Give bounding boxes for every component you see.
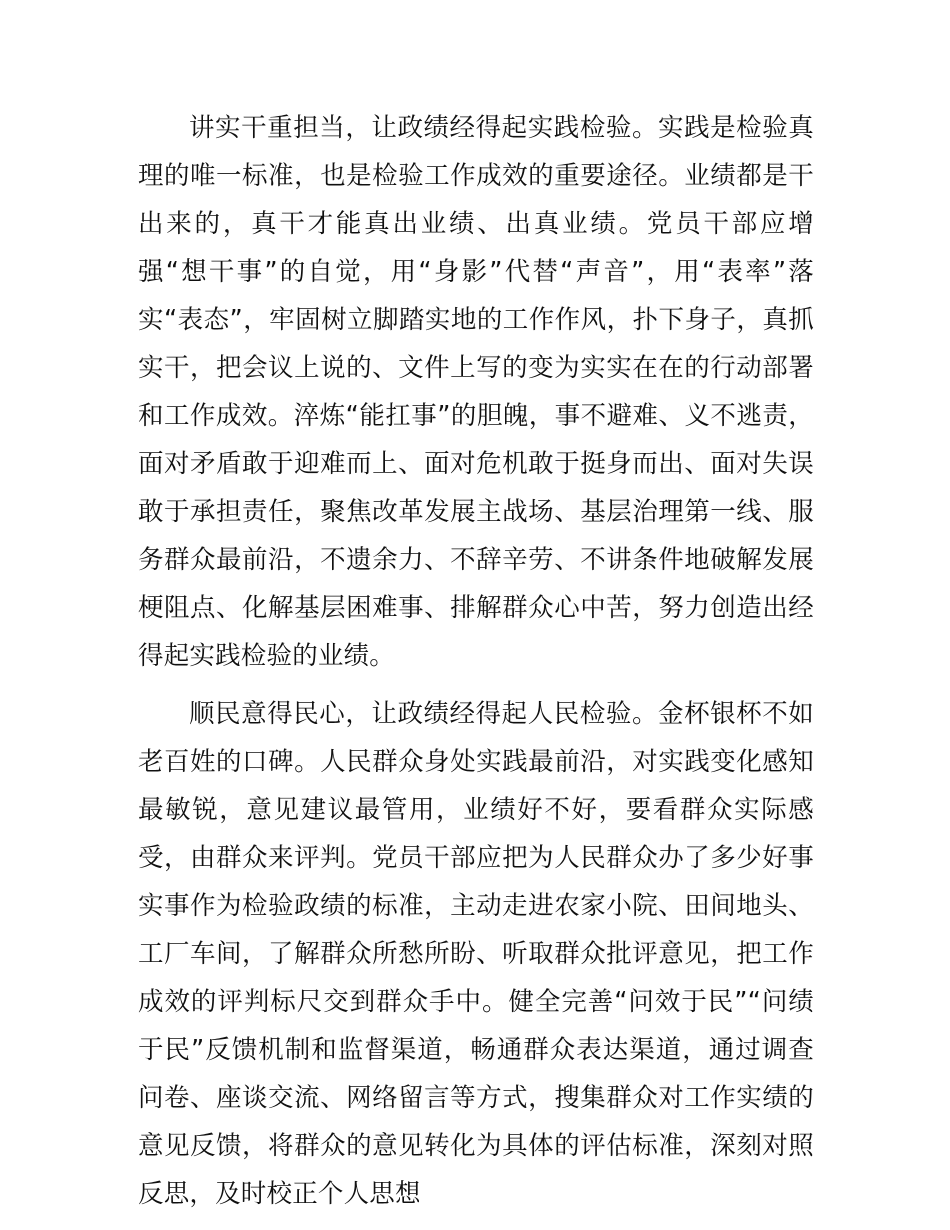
paragraph-1: 讲实干重担当，让政绩经得起实践检验。实践是检验真理的唯一标准，也是检验工作成效的重要途径。业绩都是干出来的，真干才能真出业绩、出真业绩。党员干部应增强“想干事”的自觉，用“身影”代替“声音”，用“表率”落实“表态”，牢固树立脚踏实地的工作作风，扑下身子，真抓实干，把会议上说的、文件上写的变为实实在在的行动部署和工作成效。淬炼“能扛事”的胆魄，事不避难、义不逃责，面对矛盾敢于迎难而上、面对危机敢于挺身而出、面对失误敢于承担责任，聚焦改革发展主战场、基层治理第一线、服务群众最前沿，不遗余力、不辞辛劳、不讲条件地破解发展梗阻点、化解基层困难事、排解群众心中苦，努力创造出经得起实践检验的业绩。 (138, 113, 814, 671)
document-body (138, 104, 814, 1218)
paragraph-2: 顺民意得民心，让政绩经得起人民检验。金杯银杯不如老百姓的口碑。人民群众身处实践最前沿，对实践变化感知最敏锐，意见建议最管用，业绩好不好，要看群众实际感受，由群众来评判。党员干部应把为人民群众办了多少好事实事作为检验政绩的标准，主动走进农家小院、田间地头、工厂车间，了解群众所愁所盼、听取群众批评意见，把工作成效的评判标尺交到群众手中。健全完善“问效于民”“问绩于民”反馈机制和监督渠道，畅通群众表达渠道，通过调查问卷、座谈交流、网络留言等方式，搜集群众对工作实绩的意见反馈，将群众的意见转化为具体的评估标准，深刻对照反思，及时校正个人思想 (138, 699, 814, 1209)
